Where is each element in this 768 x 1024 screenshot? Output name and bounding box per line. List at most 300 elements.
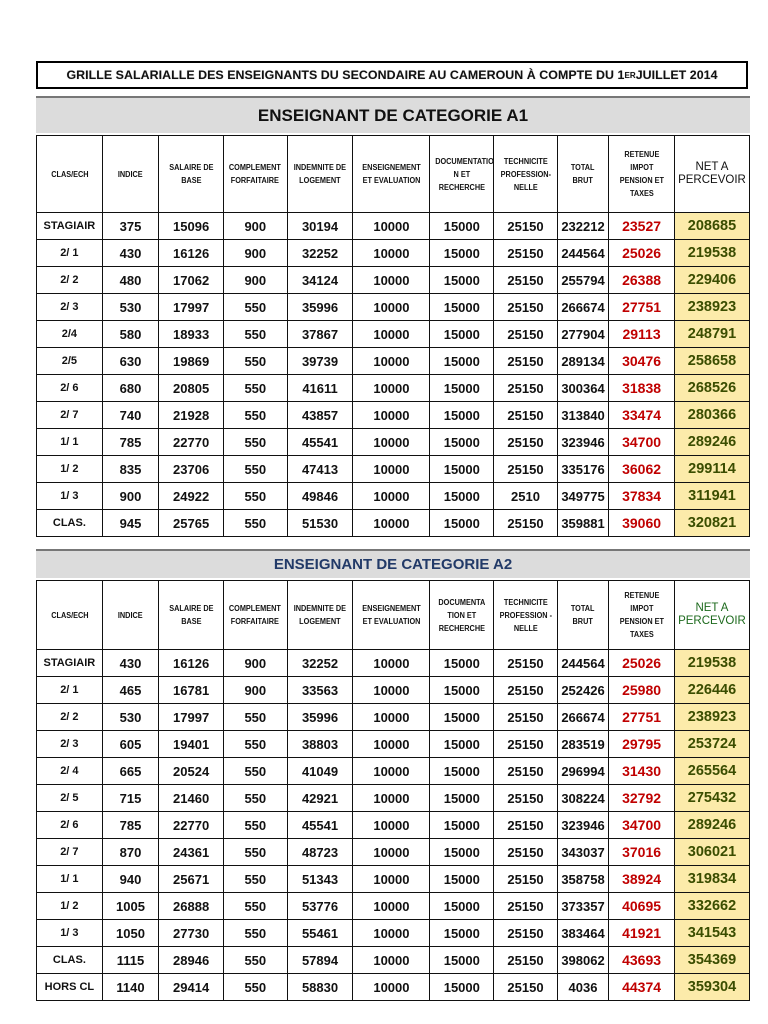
cell-total-brut: 308224 — [557, 785, 608, 812]
cell-total-brut: 323946 — [557, 812, 608, 839]
cell-indice: 680 — [102, 375, 159, 402]
cell-technicite: 25150 — [494, 839, 558, 866]
salary-table-a1 — [36, 135, 750, 537]
cell-enseignement: 10000 — [353, 321, 430, 348]
cell-indemnite: 41049 — [287, 758, 353, 785]
cell-documentation: 15000 — [430, 758, 494, 785]
cell-retenue: 25980 — [609, 677, 675, 704]
cell-documentation: 15000 — [430, 677, 494, 704]
cell-indice: 785 — [102, 812, 159, 839]
cell-enseignement: 10000 — [353, 483, 430, 510]
cell-retenue: 26388 — [609, 267, 675, 294]
cell-clas-ech: 1/ 2 — [37, 893, 103, 920]
cell-net: 289246 — [674, 812, 749, 839]
cell-clas-ech: 2/ 7 — [37, 839, 103, 866]
cell-documentation: 15000 — [430, 731, 494, 758]
cell-indemnite: 35996 — [287, 704, 353, 731]
cell-salaire-base: 17997 — [159, 704, 224, 731]
cell-technicite: 2510 — [494, 483, 558, 510]
cell-technicite: 25150 — [494, 456, 558, 483]
cell-indemnite: 51343 — [287, 866, 353, 893]
cell-clas-ech: 2/ 1 — [37, 240, 103, 267]
cell-technicite: 25150 — [494, 348, 558, 375]
cell-retenue: 27751 — [609, 704, 675, 731]
cell-indice: 465 — [102, 677, 159, 704]
cell-documentation: 15000 — [430, 321, 494, 348]
cell-retenue: 34700 — [609, 429, 675, 456]
cell-clas-ech: 2/ 1 — [37, 677, 103, 704]
cell-indice: 530 — [102, 704, 159, 731]
cell-enseignement: 10000 — [353, 294, 430, 321]
cell-total-brut: 343037 — [557, 839, 608, 866]
table-row — [37, 893, 750, 920]
cell-complement: 550 — [223, 866, 287, 893]
cell-enseignement: 10000 — [353, 429, 430, 456]
header-enseignement: ENSEIGNEMENT ET EVALUATION — [359, 581, 424, 650]
cell-indemnite: 34124 — [287, 267, 353, 294]
cell-retenue: 31430 — [609, 758, 675, 785]
cell-indemnite: 42921 — [287, 785, 353, 812]
cell-retenue: 38924 — [609, 866, 675, 893]
cell-salaire-base: 22770 — [159, 429, 224, 456]
cell-clas-ech: 2/ 6 — [37, 375, 103, 402]
cell-indemnite: 33563 — [287, 677, 353, 704]
salary-table-a2 — [36, 580, 750, 1001]
cell-indice: 605 — [102, 731, 159, 758]
cell-documentation: 15000 — [430, 812, 494, 839]
cell-indice: 480 — [102, 267, 159, 294]
cell-indemnite: 39739 — [287, 348, 353, 375]
cell-salaire-base: 24922 — [159, 483, 224, 510]
cell-retenue: 37016 — [609, 839, 675, 866]
cell-enseignement: 10000 — [353, 650, 430, 677]
cell-net: 306021 — [674, 839, 749, 866]
cell-documentation: 15000 — [430, 785, 494, 812]
cell-documentation: 15000 — [430, 947, 494, 974]
cell-technicite: 25150 — [494, 947, 558, 974]
cell-complement: 550 — [223, 321, 287, 348]
cell-complement: 550 — [223, 402, 287, 429]
table-row — [37, 402, 750, 429]
table-row — [37, 677, 750, 704]
cell-retenue: 23527 — [609, 213, 675, 240]
table-row — [37, 375, 750, 402]
header-complement: COMPLEMENT FORFAITAIRE — [228, 136, 282, 213]
cell-salaire-base: 16781 — [159, 677, 224, 704]
cell-documentation: 15000 — [430, 866, 494, 893]
table-body-a2 — [37, 650, 750, 1001]
cell-complement: 550 — [223, 348, 287, 375]
header-indice: INDICE — [106, 581, 154, 650]
cell-technicite: 25150 — [494, 240, 558, 267]
cell-enseignement: 10000 — [353, 213, 430, 240]
cell-technicite: 25150 — [494, 731, 558, 758]
cell-complement: 550 — [223, 920, 287, 947]
cell-net: 238923 — [674, 704, 749, 731]
cell-salaire-base: 16126 — [159, 240, 224, 267]
cell-net: 319834 — [674, 866, 749, 893]
cell-net: 320821 — [674, 510, 749, 537]
cell-technicite: 25150 — [494, 267, 558, 294]
cell-documentation: 15000 — [430, 974, 494, 1001]
cell-total-brut: 283519 — [557, 731, 608, 758]
cell-documentation: 15000 — [430, 483, 494, 510]
table-row — [37, 510, 750, 537]
cell-retenue: 37834 — [609, 483, 675, 510]
cell-total-brut: 244564 — [557, 240, 608, 267]
table-row — [37, 731, 750, 758]
cell-enseignement: 10000 — [353, 866, 430, 893]
table-row — [37, 294, 750, 321]
cell-documentation: 15000 — [430, 402, 494, 429]
cell-indemnite: 48723 — [287, 839, 353, 866]
cell-total-brut: 300364 — [557, 375, 608, 402]
cell-clas-ech: CLAS. — [37, 947, 103, 974]
header-indemnite: INDEMNITE DE LOGEMENT — [292, 581, 348, 650]
cell-clas-ech: STAGIAIR — [37, 213, 103, 240]
cell-complement: 550 — [223, 893, 287, 920]
cell-complement: 550 — [223, 839, 287, 866]
cell-net: 359304 — [674, 974, 749, 1001]
cell-technicite: 25150 — [494, 893, 558, 920]
cell-enseignement: 10000 — [353, 785, 430, 812]
cell-total-brut: 266674 — [557, 294, 608, 321]
cell-retenue: 29113 — [609, 321, 675, 348]
cell-total-brut: 383464 — [557, 920, 608, 947]
cell-net: 219538 — [674, 650, 749, 677]
cell-indemnite: 35996 — [287, 294, 353, 321]
cell-documentation: 15000 — [430, 704, 494, 731]
cell-technicite: 25150 — [494, 677, 558, 704]
section-category-a1 — [36, 96, 750, 537]
cell-technicite: 25150 — [494, 510, 558, 537]
cell-clas-ech: 2/ 6 — [37, 812, 103, 839]
table-row — [37, 321, 750, 348]
cell-salaire-base: 16126 — [159, 650, 224, 677]
table-row — [37, 785, 750, 812]
table-row — [37, 758, 750, 785]
cell-retenue: 43693 — [609, 947, 675, 974]
header-documentation: DOCUMENTATIO N ET RECHERCHE — [435, 136, 489, 213]
cell-enseignement: 10000 — [353, 402, 430, 429]
cell-technicite: 25150 — [494, 321, 558, 348]
cell-clas-ech: 2/ 3 — [37, 731, 103, 758]
cell-indice: 900 — [102, 483, 159, 510]
header-indice: INDICE — [106, 136, 154, 213]
cell-indemnite: 30194 — [287, 213, 353, 240]
cell-indice: 430 — [102, 650, 159, 677]
cell-enseignement: 10000 — [353, 731, 430, 758]
cell-indice: 430 — [102, 240, 159, 267]
cell-salaire-base: 17997 — [159, 294, 224, 321]
cell-total-brut: 358758 — [557, 866, 608, 893]
header-retenue: RETENUE IMPOT PENSION ET TAXES — [614, 136, 670, 213]
cell-indice: 1115 — [102, 947, 159, 974]
cell-salaire-base: 28946 — [159, 947, 224, 974]
title-superscript: ER — [624, 70, 636, 80]
cell-total-brut: 4036 — [557, 974, 608, 1001]
cell-complement: 550 — [223, 510, 287, 537]
table-row — [37, 483, 750, 510]
cell-total-brut: 398062 — [557, 947, 608, 974]
cell-complement: 550 — [223, 429, 287, 456]
table-row — [37, 947, 750, 974]
cell-salaire-base: 20524 — [159, 758, 224, 785]
cell-complement: 550 — [223, 375, 287, 402]
cell-enseignement: 10000 — [353, 839, 430, 866]
cell-complement: 550 — [223, 812, 287, 839]
cell-technicite: 25150 — [494, 812, 558, 839]
cell-total-brut: 252426 — [557, 677, 608, 704]
cell-documentation: 15000 — [430, 375, 494, 402]
table-row — [37, 839, 750, 866]
cell-enseignement: 10000 — [353, 456, 430, 483]
cell-total-brut: 373357 — [557, 893, 608, 920]
cell-technicite: 25150 — [494, 429, 558, 456]
cell-enseignement: 10000 — [353, 893, 430, 920]
cell-net: 258658 — [674, 348, 749, 375]
cell-total-brut: 296994 — [557, 758, 608, 785]
cell-salaire-base: 17062 — [159, 267, 224, 294]
cell-retenue: 25026 — [609, 650, 675, 677]
cell-salaire-base: 21928 — [159, 402, 224, 429]
cell-clas-ech: 2/ 3 — [37, 294, 103, 321]
cell-technicite: 25150 — [494, 920, 558, 947]
cell-clas-ech: 1/ 3 — [37, 483, 103, 510]
table-header-row — [37, 136, 750, 213]
cell-clas-ech: HORS CL — [37, 974, 103, 1001]
cell-salaire-base: 19869 — [159, 348, 224, 375]
cell-technicite: 25150 — [494, 866, 558, 893]
cell-total-brut: 232212 — [557, 213, 608, 240]
header-net: NET A PERCEVOIR — [674, 581, 749, 650]
section-title-a1: ENSEIGNANT DE CATEGORIE A1 — [36, 96, 750, 135]
cell-salaire-base: 29414 — [159, 974, 224, 1001]
cell-salaire-base: 21460 — [159, 785, 224, 812]
cell-net: 219538 — [674, 240, 749, 267]
cell-clas-ech: 2/ 4 — [37, 758, 103, 785]
cell-total-brut: 289134 — [557, 348, 608, 375]
cell-indemnite: 47413 — [287, 456, 353, 483]
cell-retenue: 32792 — [609, 785, 675, 812]
cell-net: 341543 — [674, 920, 749, 947]
title-main: GRILLE SALARIALLE DES ENSEIGNANTS DU SECONDAIRE AU CAMEROUN À COMPTE DU 1 — [66, 68, 625, 82]
cell-complement: 550 — [223, 483, 287, 510]
header-enseignement: ENSEIGNEMENT ET EVALUATION — [359, 136, 424, 213]
cell-clas-ech: 2/ 5 — [37, 785, 103, 812]
cell-technicite: 25150 — [494, 375, 558, 402]
cell-salaire-base: 18933 — [159, 321, 224, 348]
cell-total-brut: 255794 — [557, 267, 608, 294]
cell-enseignement: 10000 — [353, 920, 430, 947]
header-clas-ech: CLAS/ECH — [41, 136, 97, 213]
header-total-brut: TOTAL BRUT — [561, 581, 605, 650]
header-salaire-base: SALAIRE DE BASE — [164, 581, 219, 650]
table-row — [37, 429, 750, 456]
cell-net: 275432 — [674, 785, 749, 812]
cell-clas-ech: 1/ 1 — [37, 866, 103, 893]
cell-total-brut: 359881 — [557, 510, 608, 537]
cell-indice: 1005 — [102, 893, 159, 920]
header-technicite: TECHNICITE PROFESSION-NELLE — [498, 136, 552, 213]
header-retenue: RETENUE IMPOT PENSION ET TAXES — [614, 581, 670, 650]
cell-clas-ech: 2/4 — [37, 321, 103, 348]
cell-net: 299114 — [674, 456, 749, 483]
cell-indemnite: 49846 — [287, 483, 353, 510]
cell-indice: 375 — [102, 213, 159, 240]
cell-retenue: 41921 — [609, 920, 675, 947]
cell-net: 238923 — [674, 294, 749, 321]
cell-technicite: 25150 — [494, 785, 558, 812]
cell-enseignement: 10000 — [353, 510, 430, 537]
cell-technicite: 25150 — [494, 704, 558, 731]
cell-enseignement: 10000 — [353, 348, 430, 375]
cell-indice: 1140 — [102, 974, 159, 1001]
cell-retenue: 29795 — [609, 731, 675, 758]
cell-indice: 665 — [102, 758, 159, 785]
cell-complement: 550 — [223, 758, 287, 785]
cell-enseignement: 10000 — [353, 812, 430, 839]
cell-documentation: 15000 — [430, 267, 494, 294]
cell-clas-ech: 2/ 2 — [37, 267, 103, 294]
cell-retenue: 25026 — [609, 240, 675, 267]
table-row — [37, 348, 750, 375]
cell-indice: 580 — [102, 321, 159, 348]
cell-indice: 530 — [102, 294, 159, 321]
cell-net: 280366 — [674, 402, 749, 429]
cell-indice: 740 — [102, 402, 159, 429]
cell-documentation: 15000 — [430, 920, 494, 947]
cell-net: 332662 — [674, 893, 749, 920]
cell-net: 226446 — [674, 677, 749, 704]
header-total-brut: TOTAL BRUT — [561, 136, 605, 213]
cell-net: 229406 — [674, 267, 749, 294]
cell-retenue: 40695 — [609, 893, 675, 920]
cell-documentation: 15000 — [430, 240, 494, 267]
cell-retenue: 39060 — [609, 510, 675, 537]
cell-documentation: 15000 — [430, 213, 494, 240]
cell-complement: 900 — [223, 213, 287, 240]
cell-enseignement: 10000 — [353, 758, 430, 785]
cell-indemnite: 32252 — [287, 650, 353, 677]
cell-documentation: 15000 — [430, 294, 494, 321]
cell-total-brut: 244564 — [557, 650, 608, 677]
cell-salaire-base: 22770 — [159, 812, 224, 839]
table-row — [37, 240, 750, 267]
cell-enseignement: 10000 — [353, 704, 430, 731]
cell-retenue: 44374 — [609, 974, 675, 1001]
cell-clas-ech: 1/ 1 — [37, 429, 103, 456]
cell-complement: 900 — [223, 267, 287, 294]
cell-net: 253724 — [674, 731, 749, 758]
header-technicite: TECHNICITE PROFESSION -NELLE — [498, 581, 552, 650]
cell-total-brut: 349775 — [557, 483, 608, 510]
section-title-a2: ENSEIGNANT DE CATEGORIE A2 — [36, 549, 750, 580]
cell-retenue: 27751 — [609, 294, 675, 321]
cell-salaire-base: 27730 — [159, 920, 224, 947]
cell-clas-ech: STAGIAIR — [37, 650, 103, 677]
cell-net: 289246 — [674, 429, 749, 456]
cell-retenue: 30476 — [609, 348, 675, 375]
table-row — [37, 267, 750, 294]
header-complement: COMPLEMENT FORFAITAIRE — [228, 581, 282, 650]
table-row — [37, 650, 750, 677]
cell-net: 311941 — [674, 483, 749, 510]
cell-complement: 550 — [223, 294, 287, 321]
cell-indice: 945 — [102, 510, 159, 537]
table-row — [37, 866, 750, 893]
table-header-row — [37, 581, 750, 650]
cell-complement: 900 — [223, 677, 287, 704]
cell-enseignement: 10000 — [353, 974, 430, 1001]
cell-documentation: 15000 — [430, 510, 494, 537]
cell-salaire-base: 24361 — [159, 839, 224, 866]
cell-enseignement: 10000 — [353, 240, 430, 267]
cell-retenue: 31838 — [609, 375, 675, 402]
cell-salaire-base: 26888 — [159, 893, 224, 920]
cell-enseignement: 10000 — [353, 947, 430, 974]
cell-total-brut: 323946 — [557, 429, 608, 456]
cell-total-brut: 266674 — [557, 704, 608, 731]
table-body-a1 — [37, 213, 750, 537]
header-documentation: DOCUMENTA TION ET RECHERCHE — [435, 581, 489, 650]
cell-retenue: 36062 — [609, 456, 675, 483]
cell-complement: 900 — [223, 240, 287, 267]
cell-indice: 715 — [102, 785, 159, 812]
table-row — [37, 812, 750, 839]
cell-indemnite: 58830 — [287, 974, 353, 1001]
cell-documentation: 15000 — [430, 429, 494, 456]
cell-total-brut: 313840 — [557, 402, 608, 429]
cell-enseignement: 10000 — [353, 267, 430, 294]
header-clas-ech: CLAS/ECH — [41, 581, 97, 650]
cell-indemnite: 41611 — [287, 375, 353, 402]
cell-indice: 630 — [102, 348, 159, 375]
table-row — [37, 213, 750, 240]
cell-net: 268526 — [674, 375, 749, 402]
cell-retenue: 33474 — [609, 402, 675, 429]
cell-documentation: 15000 — [430, 893, 494, 920]
cell-indemnite: 55461 — [287, 920, 353, 947]
cell-technicite: 25150 — [494, 758, 558, 785]
cell-retenue: 34700 — [609, 812, 675, 839]
cell-indemnite: 57894 — [287, 947, 353, 974]
cell-complement: 900 — [223, 650, 287, 677]
cell-net: 208685 — [674, 213, 749, 240]
cell-technicite: 25150 — [494, 650, 558, 677]
table-row — [37, 920, 750, 947]
cell-indemnite: 51530 — [287, 510, 353, 537]
cell-total-brut: 277904 — [557, 321, 608, 348]
cell-salaire-base: 25671 — [159, 866, 224, 893]
cell-indemnite: 45541 — [287, 812, 353, 839]
cell-salaire-base: 19401 — [159, 731, 224, 758]
cell-indice: 835 — [102, 456, 159, 483]
cell-documentation: 15000 — [430, 348, 494, 375]
cell-clas-ech: 2/5 — [37, 348, 103, 375]
cell-complement: 550 — [223, 947, 287, 974]
cell-salaire-base: 20805 — [159, 375, 224, 402]
cell-salaire-base: 25765 — [159, 510, 224, 537]
cell-salaire-base: 23706 — [159, 456, 224, 483]
cell-indemnite: 53776 — [287, 893, 353, 920]
cell-clas-ech: 2/ 2 — [37, 704, 103, 731]
cell-indemnite: 32252 — [287, 240, 353, 267]
cell-technicite: 25150 — [494, 974, 558, 1001]
cell-documentation: 15000 — [430, 650, 494, 677]
cell-enseignement: 10000 — [353, 677, 430, 704]
table-row — [37, 704, 750, 731]
